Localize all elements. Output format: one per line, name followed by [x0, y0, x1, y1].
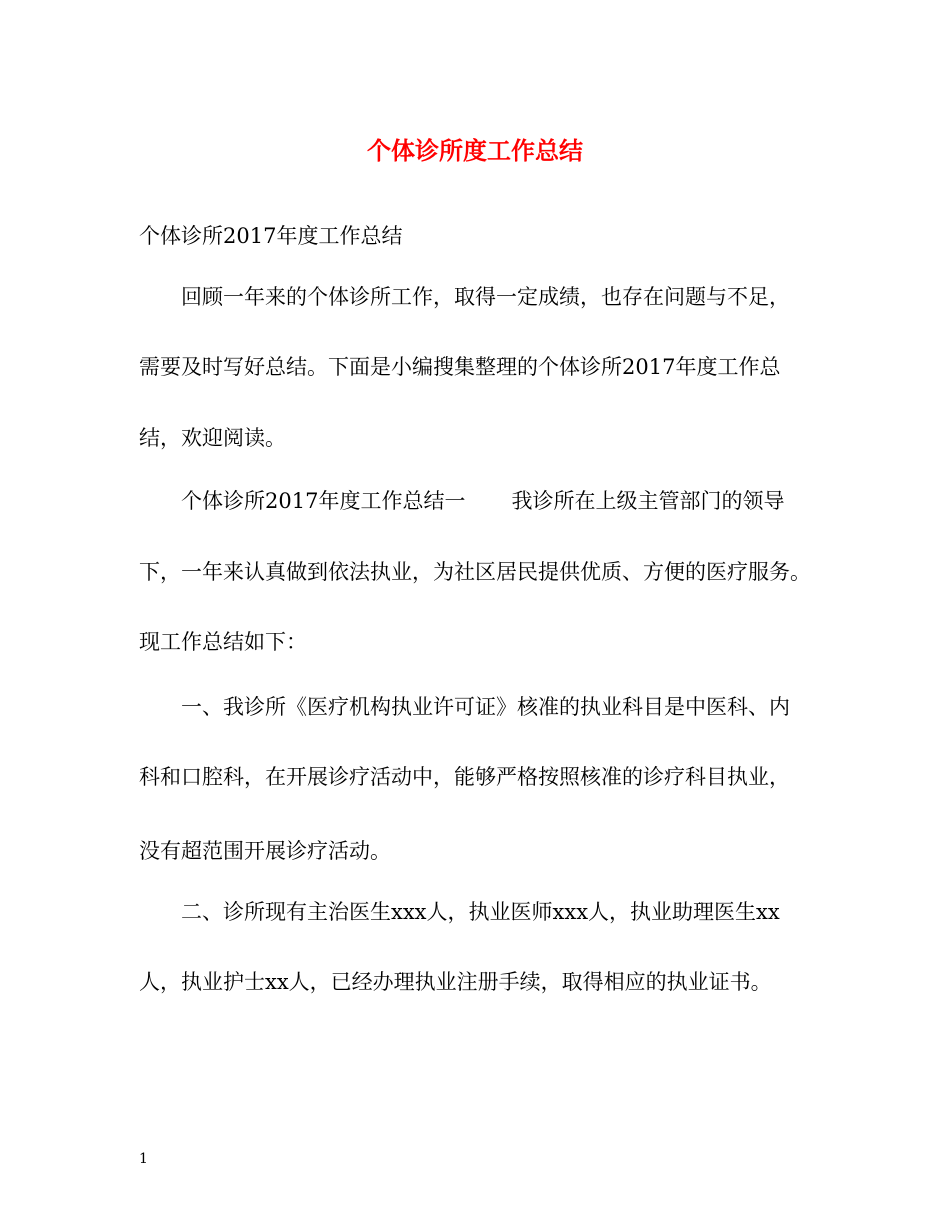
document-title: 个体诊所度工作总结 — [367, 136, 583, 165]
paragraph-line: 需要及时写好总结。下面是小编搜集整理的个体诊所2017年度工作总 — [139, 355, 781, 379]
paragraph-line: 现工作总结如下： — [139, 630, 307, 654]
paragraph-line: 下，一年来认真做到依法执业，为社区居民提供优质、方便的医疗服务。 — [139, 560, 811, 584]
paragraph-line: 结，欢迎阅读。 — [139, 426, 286, 450]
paragraph-line: 一、我诊所《医疗机构执业许可证》核准的执业科目是中医科、内 — [181, 695, 790, 719]
paragraph-line — [181, 486, 784, 516]
paragraph-line: 人，执业护士xx人，已经办理执业注册手续，取得相应的执业证书。 — [139, 970, 772, 994]
paragraph-line: 科和口腔科，在开展诊疗活动中，能够严格按照核准的诊疗科目执业， — [139, 765, 790, 789]
document-subtitle: 个体诊所2017年度工作总结 — [139, 224, 403, 248]
paragraph-text: 我诊所在上级主管部门的领导 — [511, 489, 785, 513]
paragraph-line: 二、诊所现有主治医生xxx人，执业医师xxx人，执业助理医生xx — [181, 900, 780, 924]
page-number: 1 — [139, 1151, 148, 1167]
paragraph-line: 回顾一年来的个体诊所工作，取得一定成绩，也存在问题与不足， — [181, 285, 790, 309]
section-heading: 个体诊所2017年度工作总结一 — [181, 489, 466, 513]
paragraph-line: 没有超范围开展诊疗活动。 — [139, 839, 391, 863]
